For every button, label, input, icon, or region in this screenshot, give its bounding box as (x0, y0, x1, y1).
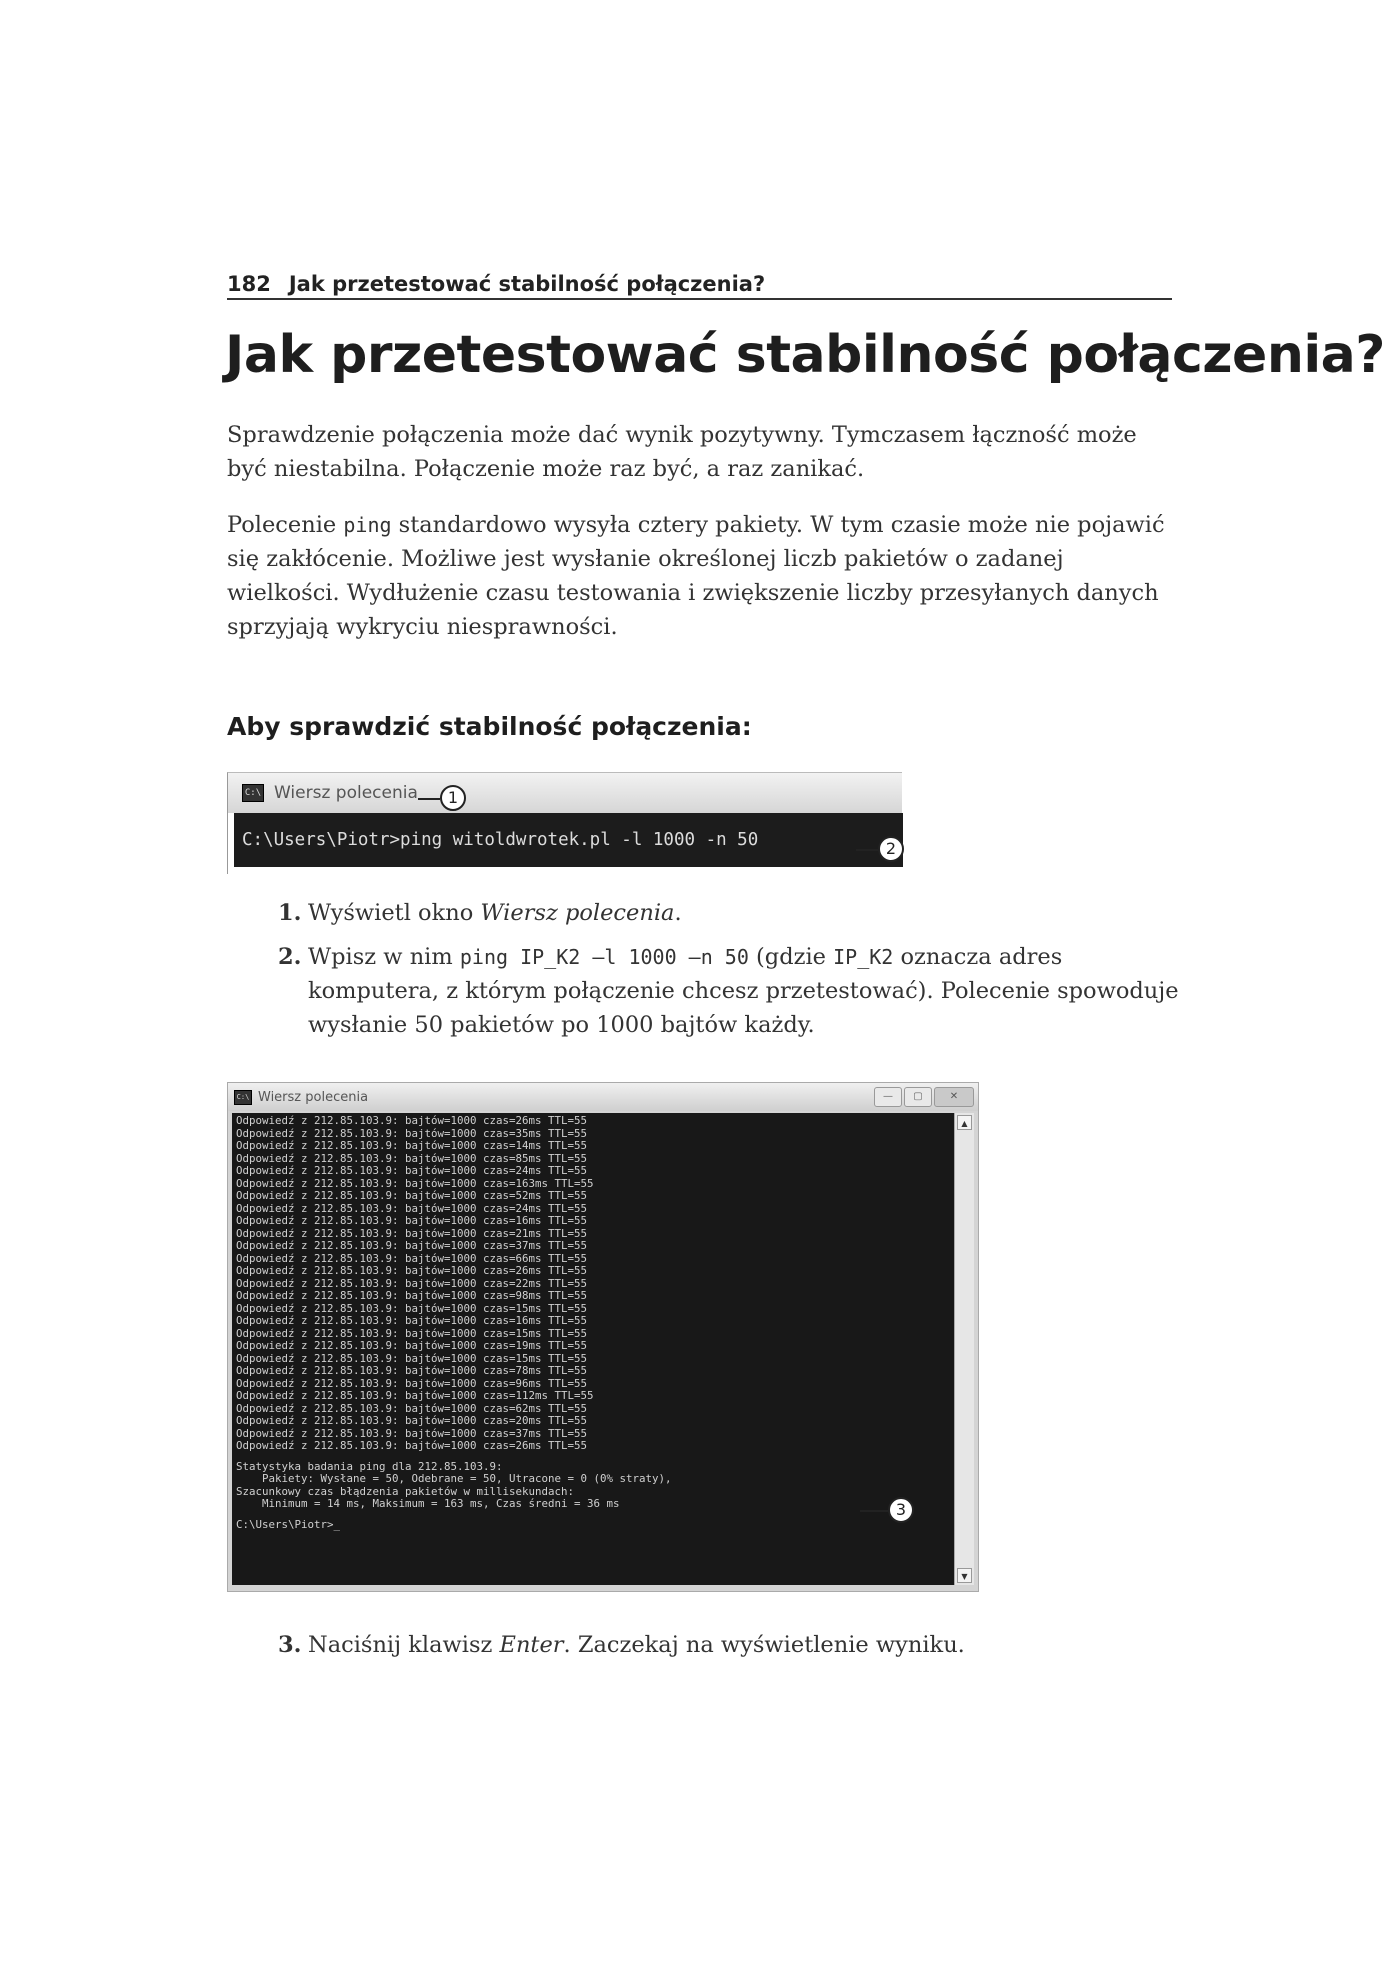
callout-2: 2 (878, 836, 904, 862)
minimize-button: — (874, 1087, 902, 1107)
step-2: 2. Wpisz w nim ping IP_K2 –l 1000 –n 50 (gdzie IP_K2 oznacza adres komputera, z którym połączenie chcesz przetestować). Polecenie spowoduje wysłanie 50 pakietów po 1000 bajtów każdy. (308, 940, 1188, 1042)
reply-line: Odpowiedź z 212.85.103.9: bajtów=1000 czas=78ms TTL=55 (236, 1364, 588, 1377)
section-heading: Aby sprawdzić stabilność połączenia: (227, 712, 752, 741)
page-number: 182 (227, 272, 271, 296)
window-titlebar (228, 1083, 978, 1111)
intro-paragraph: Sprawdzenie połączenia może dać wynik pozytywny. Tymczasem łączność może być niestabilna. Połączenie może raz być, a raz zanikać. (227, 422, 1137, 482)
reply-line: Odpowiedź z 212.85.103.9: bajtów=1000 czas=26ms TTL=55 (236, 1264, 588, 1277)
reply-line: Odpowiedź z 212.85.103.9: bajtów=1000 czas=20ms TTL=55 (236, 1414, 588, 1427)
reply-line: Odpowiedź z 212.85.103.9: bajtów=1000 czas=14ms TTL=55 (236, 1139, 588, 1152)
reply-line: Odpowiedź z 212.85.103.9: bajtów=1000 czas=19ms TTL=55 (236, 1339, 588, 1352)
step-number: 2. (278, 944, 302, 970)
inline-code-ping: ping (343, 513, 392, 537)
console-icon: C:\ (242, 784, 264, 802)
command-prompt-screenshot (227, 772, 902, 874)
prompt-line: C:\Users\Piotr>_ (236, 1517, 341, 1531)
step-3: 3. Naciśnij klawisz Enter. Zaczekaj na wyświetlenie wyniku. (308, 1628, 1188, 1662)
reply-line: Odpowiedź z 212.85.103.9: bajtów=1000 czas=37ms TTL=55 (236, 1239, 588, 1252)
ping-paragraph: Polecenie ping standardowo wysyła cztery pakiety. W tym czasie może nie pojawić się zakłócenie. Możliwe jest wysłanie określonej liczb pakietów o zadanej wielkości. Wydłużenie czasu testowania i zwiększenie liczby przesyłanych danych sprzyjają wykryciu niesprawności. (227, 512, 1165, 640)
window-titlebar (228, 773, 902, 813)
ping-output-screenshot (227, 1082, 979, 1592)
reply-line: Odpowiedź z 212.85.103.9: bajtów=1000 czas=15ms TTL=55 (236, 1351, 588, 1365)
console-output (232, 1113, 954, 1585)
inline-code-ip: IP_K2 (833, 945, 894, 969)
maximize-button: ▢ (904, 1087, 932, 1107)
reply-line: Odpowiedź z 212.85.103.9: bajtów=1000 czas=37ms TTL=55 (236, 1426, 588, 1440)
inline-code-command: ping IP_K2 –l 1000 –n 50 (459, 945, 749, 969)
step-1: 1. Wyświetl okno Wiersz polecenia. (308, 896, 1188, 930)
statistics-line: Statystyka badania ping dla 212.85.103.9: (236, 1459, 503, 1473)
statistics-line: Pakiety: Wysłane = 50, Odebrane = 50, Utracone = 0 (0% straty), (236, 1472, 672, 1485)
running-title: Jak przetestować stabilność połączenia? (288, 272, 766, 296)
statistics-line: Minimum = 14 ms, Maksimum = 163 ms, Czas średni = 36 ms (236, 1497, 620, 1510)
reply-line: Odpowiedź z 212.85.103.9: bajtów=1000 czas=62ms TTL=55 (236, 1401, 588, 1415)
statistics-line: Szacunkowy czas błądzenia pakietów w millisekundach: (236, 1484, 575, 1498)
callout-3: 3 (888, 1497, 914, 1523)
reply-line: Odpowiedź z 212.85.103.9: bajtów=1000 czas=85ms TTL=55 (236, 1151, 588, 1165)
step-number: 1. (278, 900, 302, 926)
reply-line: Odpowiedź z 212.85.103.9: bajtów=1000 czas=22ms TTL=55 (236, 1276, 588, 1290)
step-number: 3. (278, 1632, 302, 1658)
reply-line: Odpowiedź z 212.85.103.9: bajtów=1000 czas=35ms TTL=55 (236, 1126, 588, 1140)
console-icon: C:\ (234, 1090, 252, 1105)
reply-line: Odpowiedź z 212.85.103.9: bajtów=1000 czas=112ms TTL=55 (236, 1389, 594, 1402)
console-scrollbar (954, 1113, 974, 1585)
command-line: C:\Users\Piotr>ping witoldwrotek.pl -l 1000 -n 50 (234, 813, 903, 867)
reply-line: Odpowiedź z 212.85.103.9: bajtów=1000 czas=66ms TTL=55 (236, 1251, 588, 1265)
reply-line: Odpowiedź z 212.85.103.9: bajtów=1000 czas=52ms TTL=55 (236, 1189, 588, 1202)
reply-line: Odpowiedź z 212.85.103.9: bajtów=1000 czas=16ms TTL=55 (236, 1214, 588, 1227)
running-header (227, 266, 1172, 300)
reply-line: Odpowiedź z 212.85.103.9: bajtów=1000 czas=96ms TTL=55 (236, 1376, 588, 1390)
reply-line: Odpowiedź z 212.85.103.9: bajtów=1000 czas=15ms TTL=55 (236, 1326, 588, 1340)
callout-leader-1 (418, 798, 440, 800)
callout-1: 1 (440, 785, 466, 811)
scroll-up-arrow-icon: ▲ (957, 1115, 972, 1130)
window-title: Wiersz polecenia (258, 1089, 369, 1105)
window-title: Wiersz polecenia (274, 783, 418, 803)
reply-line: Odpowiedź z 212.85.103.9: bajtów=1000 czas=26ms TTL=55 (236, 1114, 588, 1127)
reply-line: Odpowiedź z 212.85.103.9: bajtów=1000 czas=16ms TTL=55 (236, 1314, 588, 1327)
callout-leader-2 (856, 849, 878, 851)
reply-line: Odpowiedź z 212.85.103.9: bajtów=1000 czas=21ms TTL=55 (236, 1226, 588, 1240)
reply-line: Odpowiedź z 212.85.103.9: bajtów=1000 czas=26ms TTL=55 (236, 1439, 588, 1452)
window-controls (874, 1087, 974, 1107)
reply-line: Odpowiedź z 212.85.103.9: bajtów=1000 czas=163ms TTL=55 (236, 1176, 594, 1190)
reply-line: Odpowiedź z 212.85.103.9: bajtów=1000 czas=24ms TTL=55 (236, 1201, 588, 1215)
blank-line (236, 1511, 950, 1519)
reply-line: Odpowiedź z 212.85.103.9: bajtów=1000 czas=24ms TTL=55 (236, 1164, 588, 1177)
scroll-down-arrow-icon: ▼ (957, 1568, 972, 1583)
reply-line: Odpowiedź z 212.85.103.9: bajtów=1000 czas=98ms TTL=55 (236, 1289, 588, 1302)
callout-leader-3 (860, 1510, 888, 1512)
chapter-title: Jak przetestować stabilność połączenia? (225, 325, 1385, 385)
close-button: ✕ (934, 1087, 974, 1107)
reply-line: Odpowiedź z 212.85.103.9: bajtów=1000 czas=15ms TTL=55 (236, 1301, 588, 1315)
